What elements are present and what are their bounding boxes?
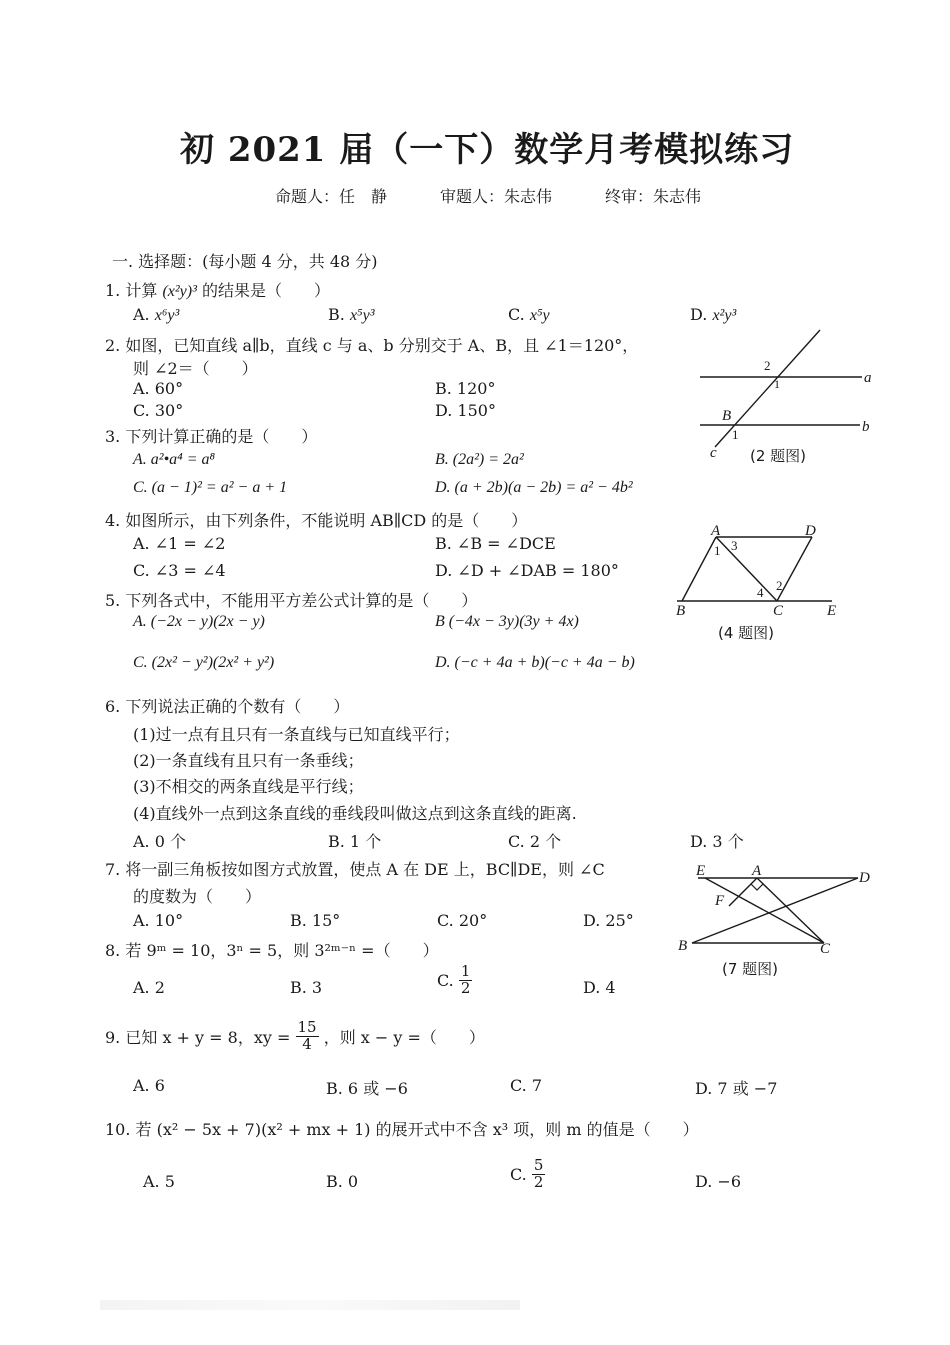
q2-label-2: 2 [764,358,771,373]
q8-option-c: C. $\frac{1}{2}$ [437,962,471,997]
q4-label-C: C [773,603,784,619]
q7-option-a: A. 10° [133,911,184,930]
q9-option-a: A. 6 [133,1076,165,1095]
q9-option-c: C. 7 [510,1076,543,1095]
q6-statement-1: (1)过一点有且只有一条直线与已知直线平行； [133,725,460,744]
q4-side-AB [682,537,716,601]
q2-option-c: C. 30° [133,401,184,420]
q2-option-a: A. 60° [133,379,184,398]
q6-option-c: C. 2 个 [508,832,562,851]
q5-stem: 5. 下列各式中，不能用平方差公式计算的是（ ） [105,591,478,610]
q5-option-a: A. (−2x − y)(2x − y) [133,613,265,630]
q4-label-B: B [676,603,686,619]
q6-statement-4: (4)直线外一点到这条直线的垂线段叫做这点到这条直线的距离. [133,804,577,823]
q8-option-c-fraction: $\frac{1}{2}$ [460,962,471,997]
q10-option-a: A. 5 [143,1172,175,1191]
q1-expr: (x²y)³ [162,283,197,300]
q7-label-F: F [715,893,725,909]
q2-label-c: c [710,445,717,461]
q7-label-E: E [696,863,706,879]
q7-option-d: D. 25° [583,911,634,930]
q3-option-b: B. (2a²) = 2a² [435,451,524,468]
q2-label-a: a [864,370,872,386]
q4-figure [672,520,847,650]
reviewer-label: 审题人：朱志伟 [440,187,553,206]
q2-label-B: B [722,408,732,424]
q3-option-d: D. (a + 2b)(a − 2b) = a² − 4b² [435,479,633,496]
q1-option-d: D. x²y³ [690,305,737,324]
q8-option-d: D. 4 [583,978,616,997]
q2-label-1: 1 [732,427,739,442]
q7-label-C: C [820,941,831,957]
q4-diagonal-AC [716,537,777,601]
q1-option-a: A. x⁶y³ [133,305,180,324]
q7-line-AC [757,878,824,943]
q6-option-d: D. 3 个 [690,832,744,851]
q10-option-c: C. $\frac{5}{2}$ [510,1156,544,1191]
q4-stem: 4. 如图所示，由下列条件，不能说明 AB∥CD 的是（ ） [105,511,528,530]
q7-caption: (7 题图) [722,960,779,978]
q9-fraction: $\frac{15}{4}$ [297,1018,317,1053]
q4-option-c: C. ∠3 = ∠4 [133,561,226,580]
q7-label-A: A [752,863,762,879]
q10-stem: 10. 若 (x² − 5x + 7)(x² + mx + 1) 的展开式中不含 x³ 项，则 m 的值是（ ） [105,1120,699,1139]
q9-option-b: B. 6 或 −6 [326,1079,408,1098]
q5-option-d: D. (−c + 4a + b)(−c + 4a − b) [435,654,635,671]
q4-label-A: A [711,523,721,539]
q8-stem: 8. 若 9ᵐ = 10，3ⁿ = 5，则 3²ᵐ⁻ⁿ =（ ） [105,941,439,960]
q9-option-d: D. 7 或 −7 [695,1079,778,1098]
q1-stem: 1. 计算 (x²y)³ 的结果是（ ） [105,281,331,300]
q6-stem: 6. 下列说法正确的个数有（ ） [105,697,350,716]
q5-option-c: C. (2x² − y²)(2x² + y²) [133,654,275,671]
q7-option-c: C. 20° [437,911,488,930]
q7-label-B: B [678,938,688,954]
q2-option-d: D. 150° [435,401,496,420]
q4-option-d: D. ∠D + ∠DAB = 180° [435,561,619,580]
q8-option-b: B. 3 [290,978,323,997]
q3-option-a: A. a²•a⁴ = a⁸ [133,451,216,468]
q10-option-d: D. −6 [695,1172,742,1191]
q6-statement-2: (2)一条直线有且只有一条垂线； [133,751,364,770]
setter-label: 命题人：任 静 [275,187,388,206]
q7-line-BD [692,878,858,943]
q4-label-3: 3 [731,538,738,553]
q6-option-b: B. 1 个 [328,832,382,851]
q4-label-2: 2 [776,578,783,593]
q2-caption: (2 题图) [750,447,807,465]
q2-stem-line1: 2. 如图，已知直线 a∥b，直线 c 与 a、b 分别交于 A、B，且 ∠1＝120°， [105,336,639,355]
q4-label-D: D [805,523,816,539]
q6-option-a: A. 0 个 [133,832,186,851]
q2-stem-line2: 则 ∠2＝（ ） [133,359,258,378]
q7-line-AF [729,878,757,906]
q7-stem-line1: 7. 将一副三角板按如图方式放置，使点 A 在 DE 上，BC∥DE，则 ∠C [105,860,605,879]
q2-label-b: b [862,419,870,435]
q6-statement-3: (3)不相交的两条直线是平行线； [133,777,364,796]
q7-line-EC [705,878,824,943]
q7-option-b: B. 15° [290,911,341,930]
q3-option-c: C. (a − 1)² = a² − a + 1 [133,479,288,496]
q10-option-b: B. 0 [326,1172,359,1191]
q7-label-D: D [859,870,870,886]
q7-stem-line2: 的度数为（ ） [133,887,262,906]
q5-option-b: B (−4x − 3y)(3y + 4x) [435,613,579,630]
q3-stem: 3. 下列计算正确的是（ ） [105,427,318,446]
scan-smudge [100,1300,520,1310]
q4-caption: (4 题图) [718,624,775,642]
q1-option-b: B. x⁵y³ [328,305,375,324]
q2-line-c [715,330,820,447]
q2-option-b: B. 120° [435,379,496,398]
section-heading: 一. 选择题：(每小题 4 分，共 48 分) [112,252,378,271]
q4-option-a: A. ∠1 = ∠2 [133,534,226,553]
q4-label-4: 4 [757,585,764,600]
q2-label-1-top: 1 [774,377,780,391]
q4-option-b: B. ∠B = ∠DCE [435,534,556,553]
q7-right-angle-mark [751,884,763,890]
q10-option-c-fraction: $\frac{5}{2}$ [533,1156,544,1191]
q4-label-1: 1 [714,543,721,558]
q9-stem: 9. 已知 x + y = 8，xy = $\frac{15}{4}$ ，则 x − y =（ ） [105,1018,485,1053]
final-reviewer-label: 终审：朱志伟 [605,187,702,206]
page-title: 初 2021 届（一下）数学月考模拟练习 [180,130,795,170]
q4-label-E: E [827,603,837,619]
q7-figure [678,858,878,983]
q1-option-c: C. x⁵y [508,305,550,324]
q8-option-a: A. 2 [133,978,165,997]
q2-figure [690,325,890,470]
